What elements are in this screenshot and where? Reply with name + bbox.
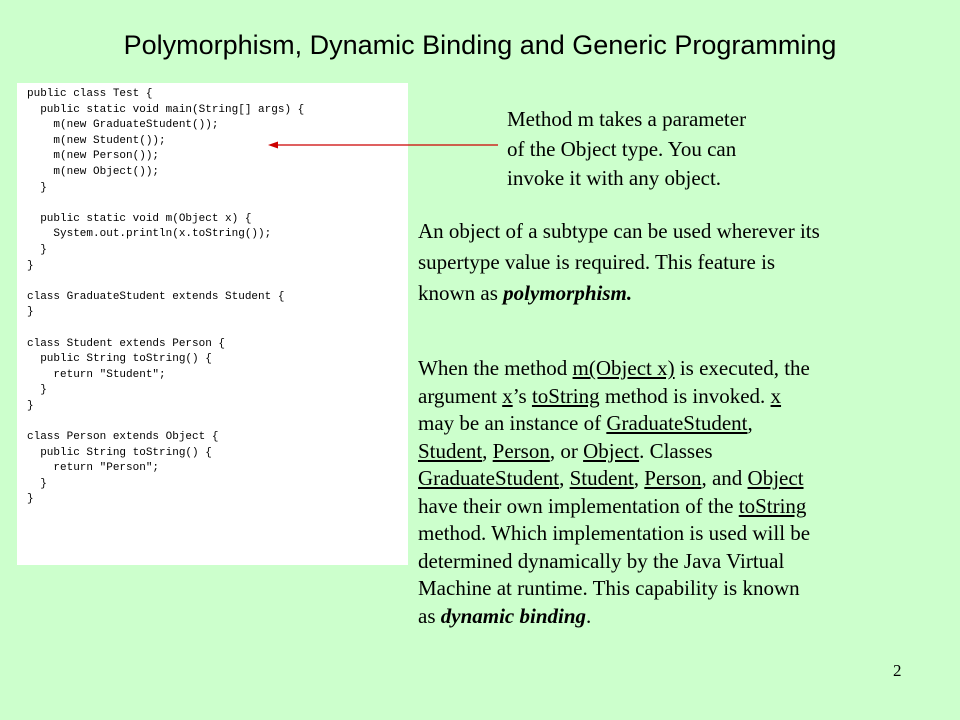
x-ref: x <box>770 383 782 408</box>
method-signature-ref: m(Object x) <box>572 356 675 380</box>
graduatestudent-ref: GraduateStudent <box>418 466 560 490</box>
para2-line-1: When the method m(Object x) is executed, the <box>418 356 810 380</box>
callout-arrow <box>268 138 500 152</box>
student-ref: Student <box>569 466 634 490</box>
para2-line-7: method. Which implementation is used will be <box>418 521 811 545</box>
para2-line-6: have their own implementation of the toString <box>418 493 807 518</box>
object-ref: Object <box>583 438 640 463</box>
code-listing-box <box>17 83 408 565</box>
dynamic-binding-term: dynamic binding <box>440 603 587 628</box>
callout-text <box>507 105 827 194</box>
para2-line-3: may be an instance of GraduateStudent, <box>418 411 753 435</box>
person-ref: Person <box>492 438 550 463</box>
para2-line-4: Student, Person, or Object. Classes <box>418 438 713 463</box>
student-ref: Student <box>418 438 483 463</box>
callout-line-3: invoke it with any object. <box>507 166 722 190</box>
para2-line-5: GraduateStudent, Student, Person, and Object <box>418 466 804 490</box>
x-ref: x <box>502 383 513 408</box>
person-ref: Person <box>644 466 702 490</box>
callout-line-2: of the Object type. You can <box>507 136 737 161</box>
object-ref: Object <box>747 466 804 490</box>
tostring-ref: toString <box>738 493 807 518</box>
tostring-ref: toString <box>531 383 600 408</box>
graduatestudent-ref: GraduateStudent <box>606 411 748 435</box>
para1-line-3: known as polymorphism. <box>418 281 633 305</box>
polymorphism-paragraph <box>418 216 948 309</box>
dynamic-binding-paragraph <box>418 355 938 630</box>
code-listing: public class Test { public static void main(String[] args) { m(new GraduateStudent()); m(new Student()); m(new Person()); m(new Object()); } public static void m(Object x) { System.out.println(x.toString()); } } class GraduateStudent extends Student { } class Student extends Person { public String toString() { return "Student"; } } class Person extends Object { public String toString() { return "Person"; } } <box>27 88 305 506</box>
slide-title: Polymorphism, Dynamic Binding and Generic Programming <box>123 30 837 60</box>
para2-line-10: as dynamic binding. <box>418 603 592 628</box>
callout-line-1: Method m takes a parameter <box>507 107 747 131</box>
page-number: 2 <box>893 661 902 680</box>
para1-line-1: An object of a subtype can be used wherever its <box>418 219 820 243</box>
para2-line-2: argument x’s toString method is invoked. x <box>418 383 782 408</box>
para2-line-9: Machine at runtime. This capability is known <box>418 576 800 600</box>
para2-line-8: determined dynamically by the Java Virtual <box>418 548 785 573</box>
para1-line-2: supertype value is required. This feature is <box>418 250 776 274</box>
polymorphism-term: polymorphism <box>503 281 627 305</box>
